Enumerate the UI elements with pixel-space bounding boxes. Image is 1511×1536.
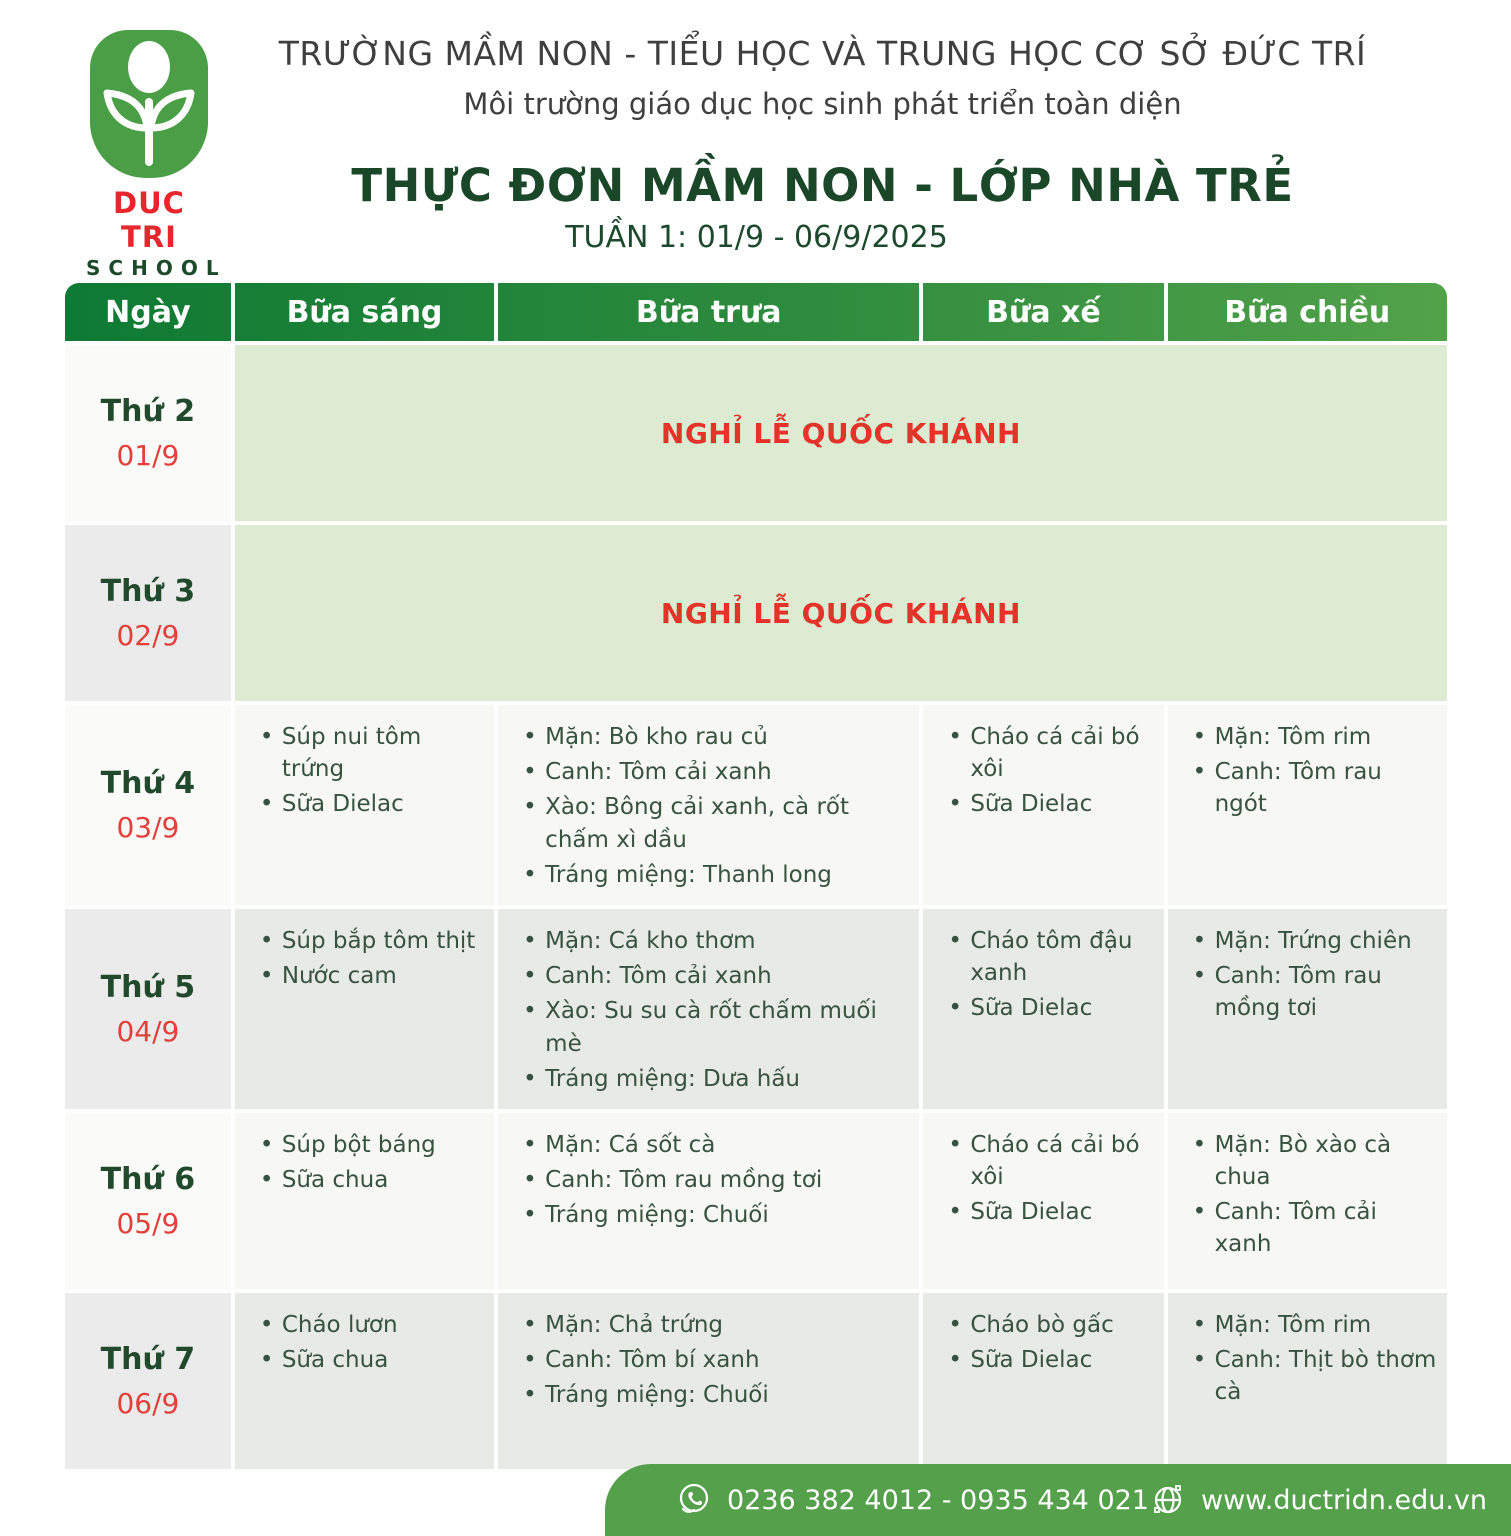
menu-item: • Tráng miệng: Chuối bbox=[518, 1199, 911, 1231]
meal-cell-snack bbox=[919, 1113, 1163, 1289]
menu-item: • Canh: Tôm cải xanh bbox=[1188, 1196, 1439, 1260]
column-header-snack: Bữa xế bbox=[919, 283, 1163, 341]
globe-icon bbox=[1149, 1481, 1187, 1519]
meal-list bbox=[943, 925, 1155, 1025]
menu-item: • Tráng miệng: Chuối bbox=[518, 1379, 911, 1411]
date-label: 02/9 bbox=[116, 619, 180, 652]
column-header-lunch: Bữa trưa bbox=[494, 283, 919, 341]
menu-row bbox=[65, 345, 1447, 521]
logo-plant-icon bbox=[90, 30, 208, 178]
meal-list bbox=[255, 1309, 486, 1376]
menu-item: • Súp bắp tôm thịt bbox=[255, 925, 486, 957]
day-cell bbox=[65, 1293, 231, 1469]
day-cell bbox=[65, 909, 231, 1109]
menu-item: • Tráng miệng: Dưa hấu bbox=[518, 1063, 911, 1095]
menu-item: • Cháo cá cải bó xôi bbox=[943, 1129, 1155, 1193]
footer-phone-group bbox=[675, 1481, 1149, 1519]
meal-list bbox=[1188, 1129, 1439, 1261]
menu-item: • Mặn: Tôm rim bbox=[1188, 1309, 1439, 1341]
menu-row bbox=[65, 525, 1447, 701]
menu-row bbox=[65, 909, 1447, 1109]
day-label: Thứ 7 bbox=[100, 1341, 196, 1377]
date-label: 05/9 bbox=[116, 1206, 180, 1240]
meal-list bbox=[1188, 925, 1439, 1025]
menu-item: • Canh: Tôm cải xanh bbox=[518, 960, 911, 992]
day-label: Thứ 2 bbox=[100, 394, 196, 429]
meal-cell-breakfast bbox=[231, 1113, 494, 1289]
menu-item: • Tráng miệng: Thanh long bbox=[518, 859, 911, 891]
menu-table-body bbox=[65, 345, 1447, 1469]
menu-item: • Sữa chua bbox=[255, 1164, 486, 1196]
week-subtitle: TUẦN 1: 01/9 - 06/9/2025 bbox=[565, 220, 948, 255]
column-header-breakfast: Bữa sáng bbox=[231, 283, 494, 341]
menu-item: • Mặn: Bò xào cà chua bbox=[1188, 1129, 1439, 1193]
holiday-cell: NGHỈ LỄ QUỐC KHÁNH bbox=[231, 345, 1447, 521]
menu-item: • Sữa Dielac bbox=[943, 788, 1155, 820]
menu-row bbox=[65, 1113, 1447, 1289]
meal-cell-breakfast bbox=[231, 909, 494, 1109]
menu-item: • Xào: Su su cà rốt chấm muối mè bbox=[518, 995, 911, 1059]
meal-cell-lunch bbox=[494, 909, 919, 1109]
day-cell bbox=[65, 1113, 231, 1289]
menu-item: • Súp nui tôm trứng bbox=[255, 721, 486, 785]
menu-item: • Sữa Dielac bbox=[943, 1344, 1155, 1376]
footer-website-group bbox=[1149, 1481, 1487, 1519]
menu-item: • Sữa Dielac bbox=[943, 1196, 1155, 1228]
day-cell bbox=[65, 345, 231, 521]
day-label: Thứ 6 bbox=[100, 1161, 196, 1197]
meal-cell-snack bbox=[919, 705, 1163, 905]
menu-item: • Mặn: Chả trứng bbox=[518, 1309, 911, 1341]
logo-subname: SCHOOL bbox=[86, 256, 227, 280]
menu-item: • Sữa Dielac bbox=[255, 788, 486, 820]
menu-item: • Nước cam bbox=[255, 960, 486, 992]
menu-item: • Mặn: Trứng chiên bbox=[1188, 925, 1439, 957]
date-label: 01/9 bbox=[116, 439, 180, 472]
menu-item: • Sữa chua bbox=[255, 1344, 486, 1376]
meal-cell-afternoon bbox=[1164, 1113, 1447, 1289]
menu-item: • Mặn: Cá kho thơm bbox=[518, 925, 911, 957]
meal-cell-lunch bbox=[494, 1293, 919, 1469]
logo-name: DUC TRI bbox=[113, 186, 185, 254]
meal-list bbox=[1188, 721, 1439, 821]
meal-cell-breakfast bbox=[231, 1293, 494, 1469]
menu-table bbox=[65, 283, 1447, 1469]
menu-item: • Súp bột báng bbox=[255, 1129, 486, 1161]
column-header-day: Ngày bbox=[105, 294, 191, 330]
meal-list bbox=[1188, 1309, 1439, 1409]
meal-cell-snack bbox=[919, 1293, 1163, 1469]
menu-item: • Xào: Bông cải xanh, cà rốt chấm xì dầu bbox=[518, 791, 911, 855]
day-cell bbox=[65, 525, 231, 701]
phone-icon bbox=[675, 1481, 713, 1519]
menu-item: • Cháo tôm đậu xanh bbox=[943, 925, 1155, 989]
day-label: Thứ 3 bbox=[100, 574, 196, 609]
column-header-afternoon: Bữa chiều bbox=[1164, 283, 1447, 341]
menu-item: • Canh: Tôm rau mồng tơi bbox=[1188, 960, 1439, 1024]
footer-bar bbox=[605, 1464, 1511, 1536]
menu-item: • Mặn: Tôm rim bbox=[1188, 721, 1439, 753]
meal-list bbox=[255, 925, 486, 992]
menu-item: • Canh: Tôm bí xanh bbox=[518, 1344, 911, 1376]
menu-item: • Sữa Dielac bbox=[943, 992, 1155, 1024]
footer-website: www.ductridn.edu.vn bbox=[1200, 1484, 1487, 1516]
meal-list bbox=[255, 1129, 486, 1196]
table-header-row bbox=[65, 283, 1447, 341]
meal-list bbox=[943, 1129, 1155, 1229]
menu-item: • Canh: Tôm rau mồng tơi bbox=[518, 1164, 911, 1196]
date-label: 04/9 bbox=[116, 1014, 180, 1048]
menu-item: • Canh: Thịt bò thơm cà bbox=[1188, 1344, 1439, 1408]
meal-list bbox=[943, 721, 1155, 821]
menu-item: • Cháo lươn bbox=[255, 1309, 486, 1341]
school-name: TRƯỜNG MẦM NON - TIỂU HỌC VÀ TRUNG HỌC CƠ SỞ ĐỨC TRÍ bbox=[278, 34, 1367, 73]
menu-item: • Cháo bò gấc bbox=[943, 1309, 1155, 1341]
menu-item: • Mặn: Bò kho rau củ bbox=[518, 721, 911, 753]
meal-list bbox=[518, 1309, 911, 1412]
day-label: Thứ 4 bbox=[100, 765, 196, 801]
meal-cell-afternoon bbox=[1164, 705, 1447, 905]
menu-row bbox=[65, 1293, 1447, 1469]
meal-list bbox=[518, 721, 911, 891]
meal-cell-snack bbox=[919, 909, 1163, 1109]
day-cell bbox=[65, 705, 231, 905]
date-label: 03/9 bbox=[116, 810, 180, 844]
page-title: THỰC ĐƠN MẦM NON - LỚP NHÀ TRẺ bbox=[351, 159, 1294, 212]
menu-item: • Canh: Tôm rau ngót bbox=[1188, 756, 1439, 820]
menu-row bbox=[65, 705, 1447, 905]
meal-cell-lunch bbox=[494, 1113, 919, 1289]
menu-item: • Canh: Tôm cải xanh bbox=[518, 756, 911, 788]
meal-cell-breakfast bbox=[231, 705, 494, 905]
meal-list bbox=[518, 1129, 911, 1232]
meal-cell-lunch bbox=[494, 705, 919, 905]
meal-list bbox=[943, 1309, 1155, 1376]
school-tagline: Môi trường giáo dục học sinh phát triển toàn diện bbox=[463, 87, 1182, 121]
menu-item: • Cháo cá cải bó xôi bbox=[943, 721, 1155, 785]
meal-list bbox=[518, 925, 911, 1095]
footer-phone: 0236 382 4012 - 0935 434 021 bbox=[727, 1484, 1149, 1516]
meal-list bbox=[255, 721, 486, 821]
day-label: Thứ 5 bbox=[100, 969, 196, 1005]
date-label: 06/9 bbox=[116, 1386, 180, 1420]
menu-item: • Mặn: Cá sốt cà bbox=[518, 1129, 911, 1161]
meal-cell-afternoon bbox=[1164, 1293, 1447, 1469]
holiday-cell: NGHỈ LỄ QUỐC KHÁNH bbox=[231, 525, 1447, 701]
meal-cell-afternoon bbox=[1164, 909, 1447, 1109]
page-header bbox=[240, 34, 1405, 255]
